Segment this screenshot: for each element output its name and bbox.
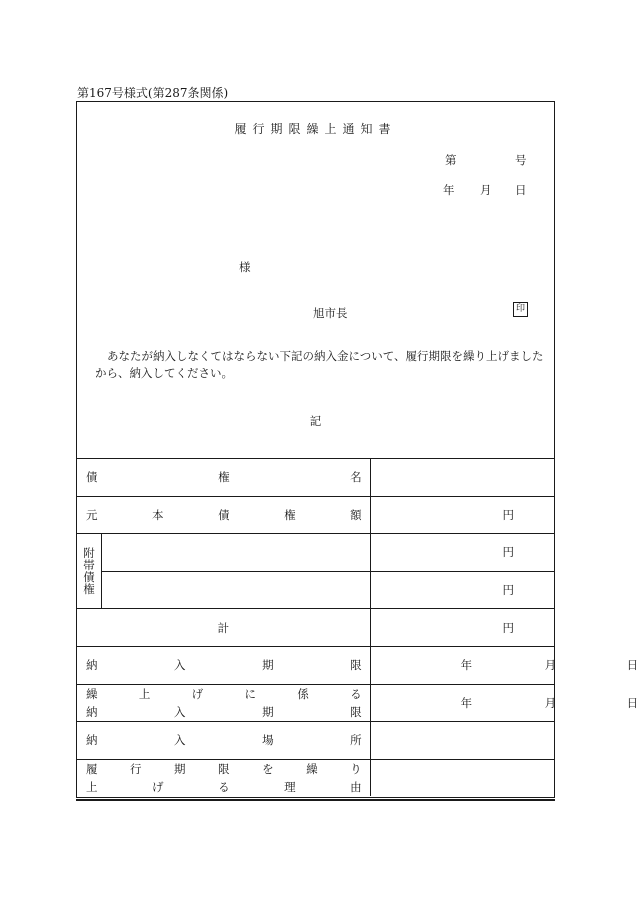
principal-label — [77, 496, 370, 534]
reason-value[interactable] — [370, 759, 554, 796]
claim-name-value[interactable] — [370, 459, 554, 497]
detail-table — [77, 458, 638, 796]
ki-label: 記 — [309, 414, 322, 428]
issuer-name: 旭市長 — [313, 306, 348, 320]
principal-text: 元 本 債 権 額 — [86, 507, 362, 522]
table-row — [77, 609, 554, 647]
yen-unit: 円 — [502, 507, 514, 522]
notice-body — [95, 348, 545, 382]
due-label — [77, 646, 370, 684]
place-label — [77, 722, 370, 760]
due-month-unit: 月 — [544, 658, 557, 673]
due-date[interactable] — [370, 646, 638, 684]
due-day-unit: 日 — [626, 658, 638, 673]
place-text: 納 入 場 所 — [86, 733, 362, 748]
due-text: 納 入 期 限 — [86, 658, 362, 673]
issue-year-label: 年 — [443, 183, 455, 197]
due-year-unit: 年 — [460, 658, 473, 673]
bottom-rule — [76, 799, 555, 801]
table-row — [77, 646, 554, 684]
ancillary-value-2[interactable] — [370, 571, 554, 609]
issue-day-label: 日 — [515, 183, 527, 197]
principal-value[interactable] — [370, 496, 554, 534]
seal-mark: 印 — [513, 302, 528, 317]
yen-unit: 円 — [502, 620, 514, 635]
yen-unit: 円 — [502, 545, 514, 560]
ancillary-value-1[interactable] — [370, 534, 554, 572]
reason-label — [77, 759, 370, 796]
reason-text-1: 履 行 期 限 を 繰 り — [86, 762, 362, 777]
ancillary-sub-1[interactable] — [102, 534, 371, 572]
accel-year-unit: 年 — [460, 695, 473, 710]
ancillary-sub-2[interactable] — [102, 571, 371, 609]
total-value[interactable] — [370, 609, 554, 647]
table-row — [77, 459, 554, 497]
table-row — [77, 684, 554, 722]
accel-due-text-1: 繰 上 げ に 係 る — [86, 686, 362, 701]
notice-body-text: あなたが納入しなくてはならない下記の納入金について、履行期限を繰り上げましたから、納入してください。 — [95, 349, 544, 380]
table-row — [77, 759, 554, 796]
reason-text-2: 上 げ る 理 由 — [86, 780, 362, 795]
claim-name-text: 債 権 名 — [86, 470, 362, 485]
form-number: 第167号様式(第287条関係) — [77, 86, 229, 100]
number-suffix: 号 — [515, 153, 527, 167]
issue-month-label: 月 — [480, 183, 492, 197]
accel-month-unit: 月 — [544, 695, 557, 710]
table-row — [77, 722, 554, 760]
ancillary-text: 附 帯 債 権 — [83, 546, 95, 597]
table-row — [77, 571, 554, 609]
addressee-suffix: 様 — [239, 260, 251, 274]
document-title: 履行期限繰上通知書 — [234, 122, 397, 136]
accel-day-unit: 日 — [626, 695, 638, 710]
table-row — [77, 496, 554, 534]
accel-due-text-2: 納 入 期 限 — [86, 704, 362, 719]
claim-name-label — [77, 459, 370, 497]
ancillary-label — [77, 534, 102, 609]
notice-frame — [76, 101, 638, 798]
total-label: 計 — [77, 609, 370, 647]
accel-due-label — [77, 684, 370, 722]
table-row — [77, 534, 554, 572]
accel-due-date[interactable] — [370, 684, 638, 722]
number-prefix: 第 — [445, 153, 457, 167]
yen-unit: 円 — [502, 583, 514, 598]
place-value[interactable] — [370, 722, 554, 760]
